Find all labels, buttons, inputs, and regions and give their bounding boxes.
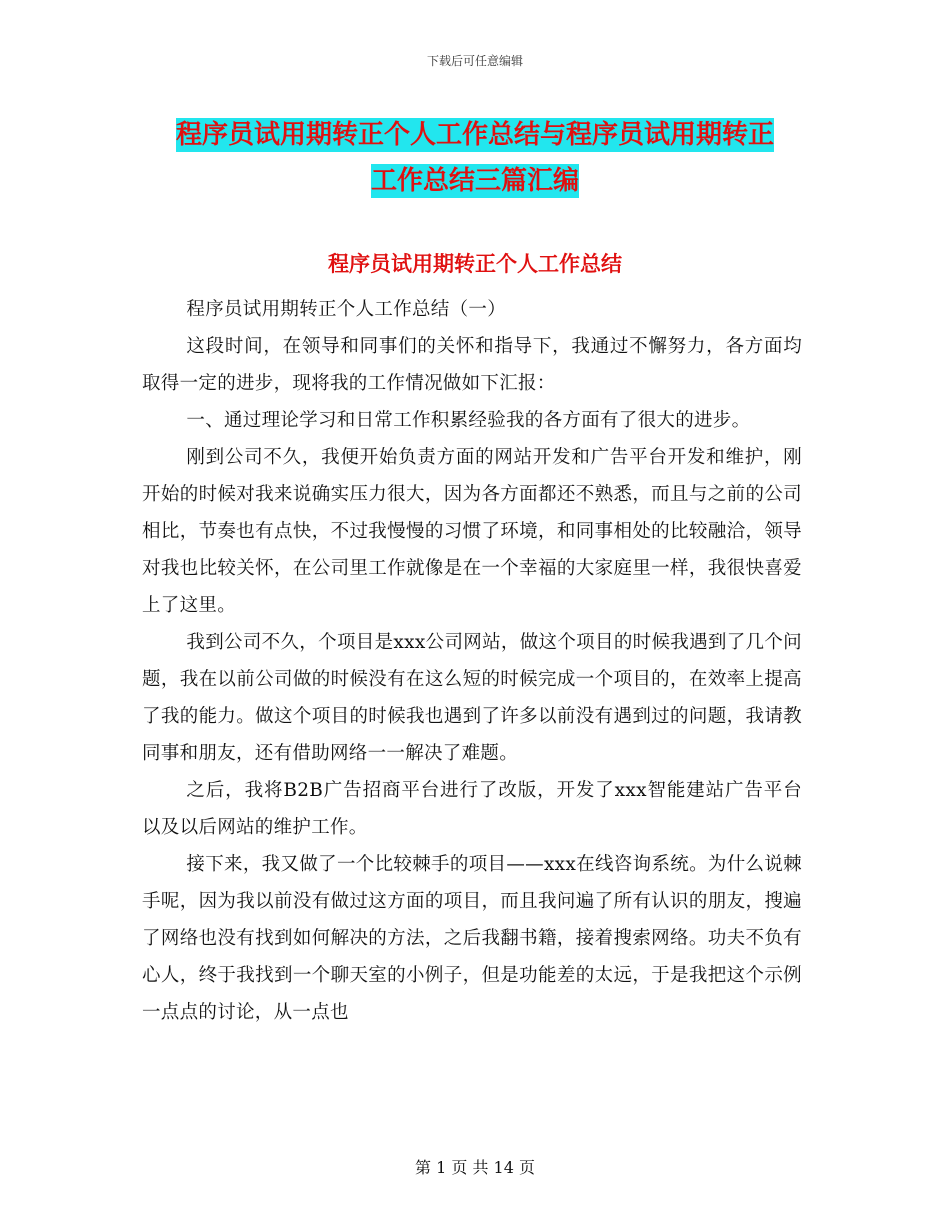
document-title-line-1: 程序员试用期转正个人工作总结与程序员试用期转正 [175,120,774,150]
page-header-note: 下载后可任意编辑 [426,54,523,68]
document-title-line-2: 工作总结三篇汇编 [370,166,579,196]
section-title: 程序员试用期转正个人工作总结 [328,252,622,276]
paragraph: 之后，我将B2B广告招商平台进行了改版，开发了xxx智能建站广告平台以及以后网站的维护工作。 [142,780,802,838]
paragraph: 我到公司不久，个项目是xxx公司网站，做这个项目的时候我遇到了几个问题，我在以前公司做的时候没有在这么短的时候完成一个项目的，在效率上提高了我的能力。做这个项目的时候我也遇到了许多以前没有遇到过的问题，我请教同事和朋友，还有借助网络一一解决了难题。 [142,632,802,764]
paragraph: 一、通过理论学习和日常工作积累经验我的各方面有了很大的进步。 [186,410,751,431]
paragraph: 这段时间，在领导和同事们的关怀和指导下，我通过不懈努力，各方面均取得一定的进步，现将我的工作情况做如下汇报： [142,336,802,394]
paragraph: 刚到公司不久，我便开始负责方面的网站开发和广告平台开发和维护，刚开始的时候对我来说确实压力很大，因为各方面都还不熟悉，而且与之前的公司相比，节奏也有点快，不过我慢慢的习惯了环境，和同事相处的比较融洽，领导对我也比较关怀，在公司里工作就像是在一个幸福的大家庭里一样，我很快喜爱上了这里。 [142,447,802,616]
document-title [140,112,810,204]
paragraph: 程序员试用期转正个人工作总结（一） [186,299,506,320]
paragraph: 接下来，我又做了一个比较棘手的项目——xxx在线咨询系统。为什么说棘手呢，因为我以前没有做过这方面的项目，而且我问遍了所有认识的朋友，搜遍了网络也没有找到如何解决的方法，之后我翻书籍，接着搜索网络。功夫不负有心人，终于我找到一个聊天室的小例子，但是功能差的太远，于是我把这个示例一点点的讨论，从一点也 [142,854,802,1023]
body-text [142,291,802,1031]
page-number-footer: 第 1 页 共 14 页 [415,1158,535,1177]
